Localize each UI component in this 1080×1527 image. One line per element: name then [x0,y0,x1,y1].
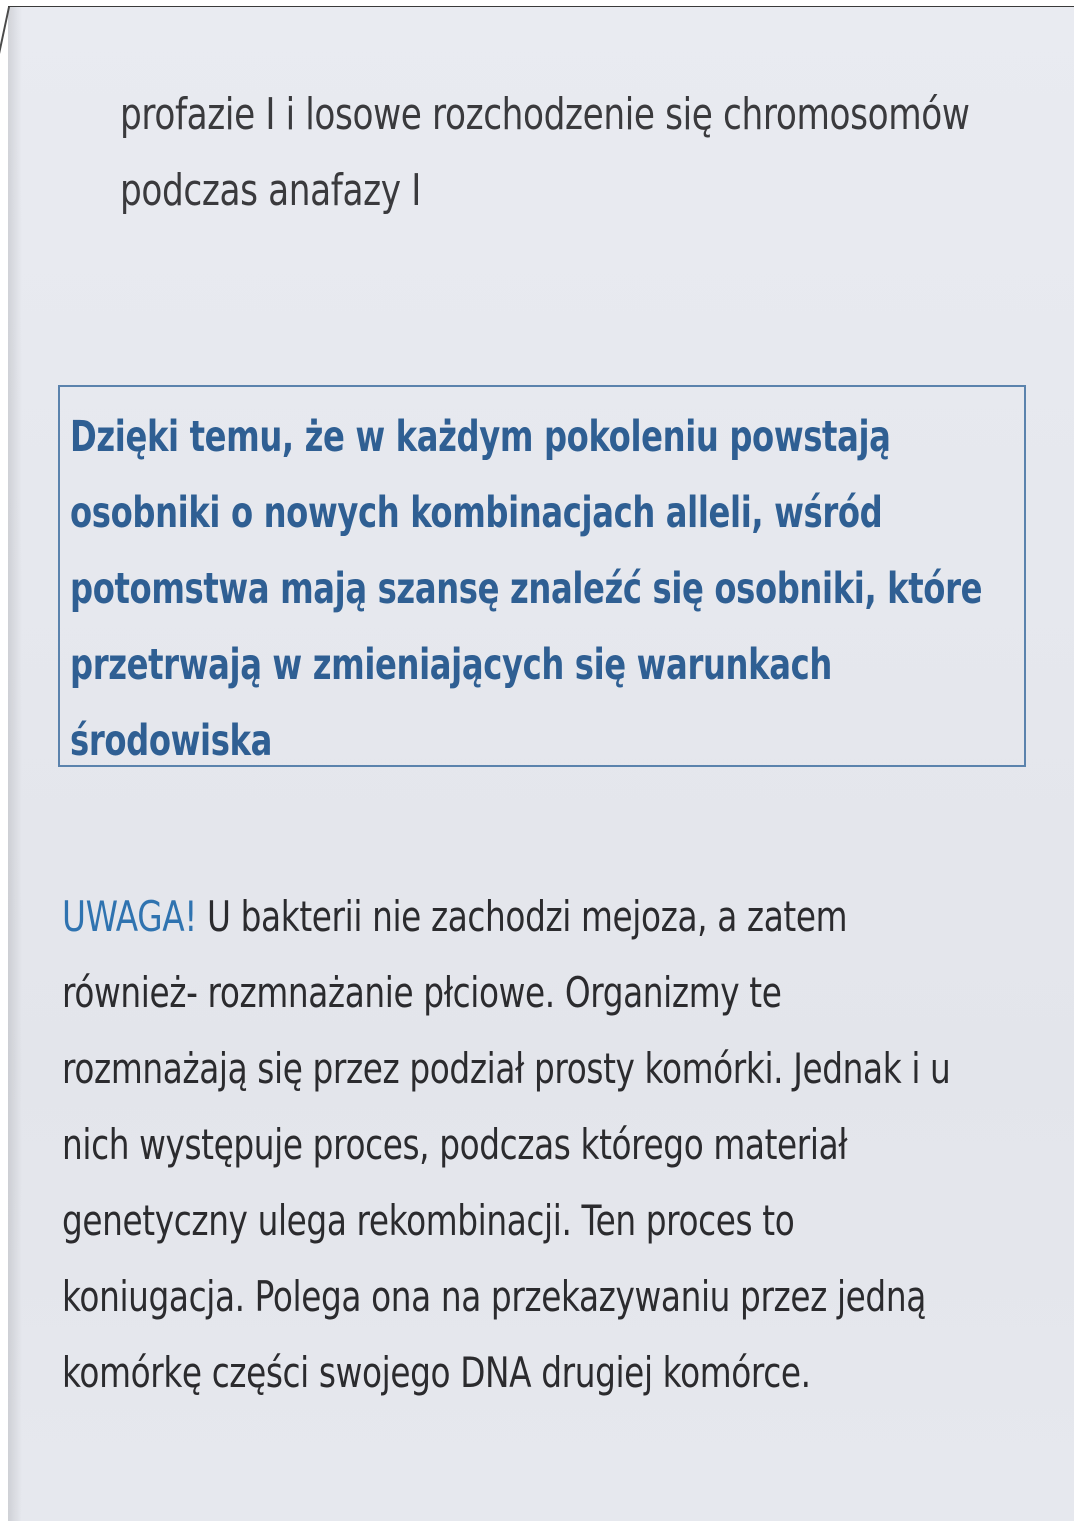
highlight-line: osobniki o nowych kombinacjach alleli, wśród [70,488,883,538]
intro-paragraph [120,77,970,229]
note-first-line-text: U bakterii nie zachodzi mejoza, a zatem [197,892,848,941]
note-first-line [62,879,950,955]
paper-sheet [8,6,1074,1521]
intro-line: podczas anafazy I [120,165,421,216]
highlight-box [58,385,1026,767]
note-line: również- rozmnażanie płciowe. Organizmy te [62,968,782,1017]
note-line: genetyczny ulega rekombinacji. Ten proces to [62,1196,795,1245]
note-line: komórkę części swojego DNA drugiej komórce. [62,1348,811,1397]
note-line: nich występuje proces, podczas którego materiał [62,1120,848,1169]
note-paragraph [62,879,950,1411]
highlight-line: Dzięki temu, że w każdym pokoleniu powstają [70,412,891,462]
highlight-line: potomstwa mają szansę znaleźć się osobniki, które [70,564,983,614]
paper-fold-line [0,7,40,87]
note-line: rozmnażają się przez podział prosty komórki. Jednak i u [62,1044,951,1093]
note-line: koniugacja. Polega ona na przekazywaniu przez jedną [62,1272,926,1321]
paper-edge-shadow [8,7,22,1521]
highlight-line: przetrwają w zmieniających się warunkach [70,640,832,690]
note-warning-label: UWAGA! [62,892,198,941]
highlight-line: środowiska [70,716,273,766]
intro-line: profazie I i losowe rozchodzenie się chromosomów [120,89,970,140]
highlight-paragraph [70,399,982,779]
